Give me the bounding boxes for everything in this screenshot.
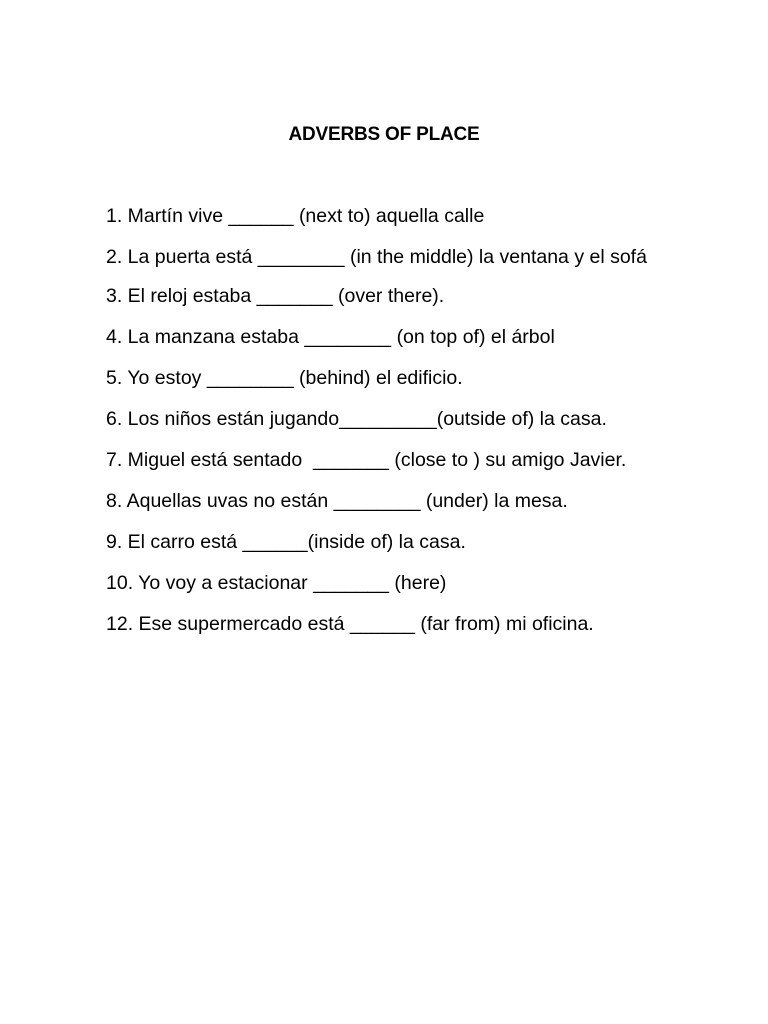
exercise-item-3: 3. El reloj estaba _______ (over there). [106, 285, 445, 307]
exercise-item-8: 8. Aquellas uvas no están ________ (under) la mesa. [106, 490, 568, 512]
exercise-item-9: 9. El carro está ______(inside of) la casa. [106, 531, 466, 553]
exercise-item-2: 2. La puerta está ________ (in the middle) la ventana y el sofá [106, 246, 647, 268]
exercise-item-5: 5. Yo estoy ________ (behind) el edificio. [106, 367, 463, 389]
exercise-item-6: 6. Los niños están jugando_________(outside of) la casa. [106, 408, 607, 430]
exercise-item-12: 12. Ese supermercado está ______ (far from) mi oficina. [106, 613, 594, 635]
exercise-item-4: 4. La manzana estaba ________ (on top of) el árbol [106, 326, 555, 348]
exercise-item-1: 1. Martín vive ______ (next to) aquella calle [106, 205, 485, 227]
exercise-item-7: 7. Miguel está sentado _______ (close to ) su amigo Javier. [106, 449, 627, 471]
page-title: ADVERBS OF PLACE [288, 124, 480, 145]
exercise-list [106, 203, 666, 652]
exercise-item-10: 10. Yo voy a estacionar _______ (here) [106, 572, 447, 594]
